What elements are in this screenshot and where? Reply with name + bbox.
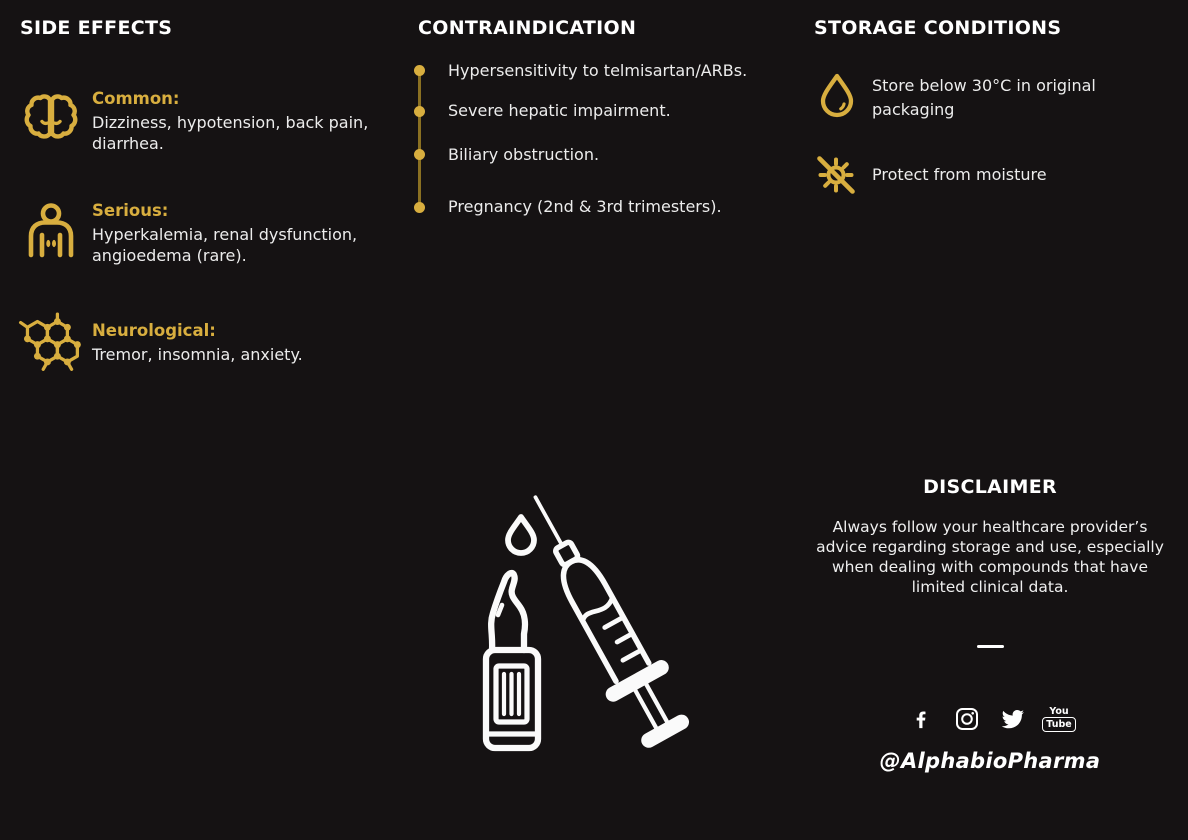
timeline-dot [414, 106, 425, 117]
youtube-logo-text [1042, 707, 1075, 732]
social-links-row [795, 704, 1185, 734]
brain-icon [22, 90, 80, 152]
contraindication-item: Pregnancy (2nd & 3rd trimesters). [448, 197, 722, 216]
droplet-icon [817, 72, 857, 123]
timeline-dot [414, 149, 425, 160]
contraindication-item: Biliary obstruction. [448, 145, 600, 164]
contraindication-title: CONTRAINDICATION [418, 17, 637, 39]
youtube-tube-text: Tube [1042, 717, 1075, 732]
contraindication-item: Severe hepatic impairment. [448, 101, 671, 120]
timeline-dot [414, 65, 425, 76]
molecule-icon [15, 311, 83, 377]
storage-item-text: Protect from moisture [872, 165, 1047, 184]
side-effect-text-neurological: Tremor, insomnia, anxiety. [92, 345, 303, 364]
youtube-you-text: You [1049, 705, 1069, 717]
social-handle: @AlphabioPharma [879, 749, 1101, 773]
timeline-line [418, 71, 421, 208]
no-moisture-icon [811, 150, 861, 204]
facebook-icon[interactable] [908, 704, 934, 734]
instagram-icon[interactable] [954, 704, 980, 734]
side-effect-text-common: Dizziness, hypotension, back pain, diarrhea. [92, 113, 369, 153]
storage-item-text: Store below 30°C in original packaging [872, 76, 1096, 119]
side-effects-title: SIDE EFFECTS [20, 17, 173, 39]
storage-conditions-title: STORAGE CONDITIONS [814, 17, 1062, 39]
side-effect-label-serious: Serious: [92, 201, 169, 220]
disclaimer-text: Always follow your healthcare provider’s advice regarding storage and use, especially when dealing with compounds that have limited clinical data. [816, 518, 1164, 596]
disclaimer-section [795, 476, 1185, 773]
timeline-dot [414, 202, 425, 213]
kidneys-body-icon [24, 202, 80, 264]
ampoule-syringe-illustration [462, 482, 712, 762]
contraindication-item: Hypersensitivity to telmisartan/ARBs. [448, 61, 748, 80]
disclaimer-title: DISCLAIMER [923, 476, 1057, 498]
side-effect-label-neurological: Neurological: [92, 321, 216, 340]
divider [977, 645, 1004, 648]
side-effect-label-common: Common: [92, 89, 180, 108]
twitter-icon[interactable] [1000, 704, 1026, 734]
side-effect-text-serious: Hyperkalemia, renal dysfunction, angioedema (rare). [92, 225, 358, 265]
youtube-icon[interactable] [1046, 704, 1072, 734]
